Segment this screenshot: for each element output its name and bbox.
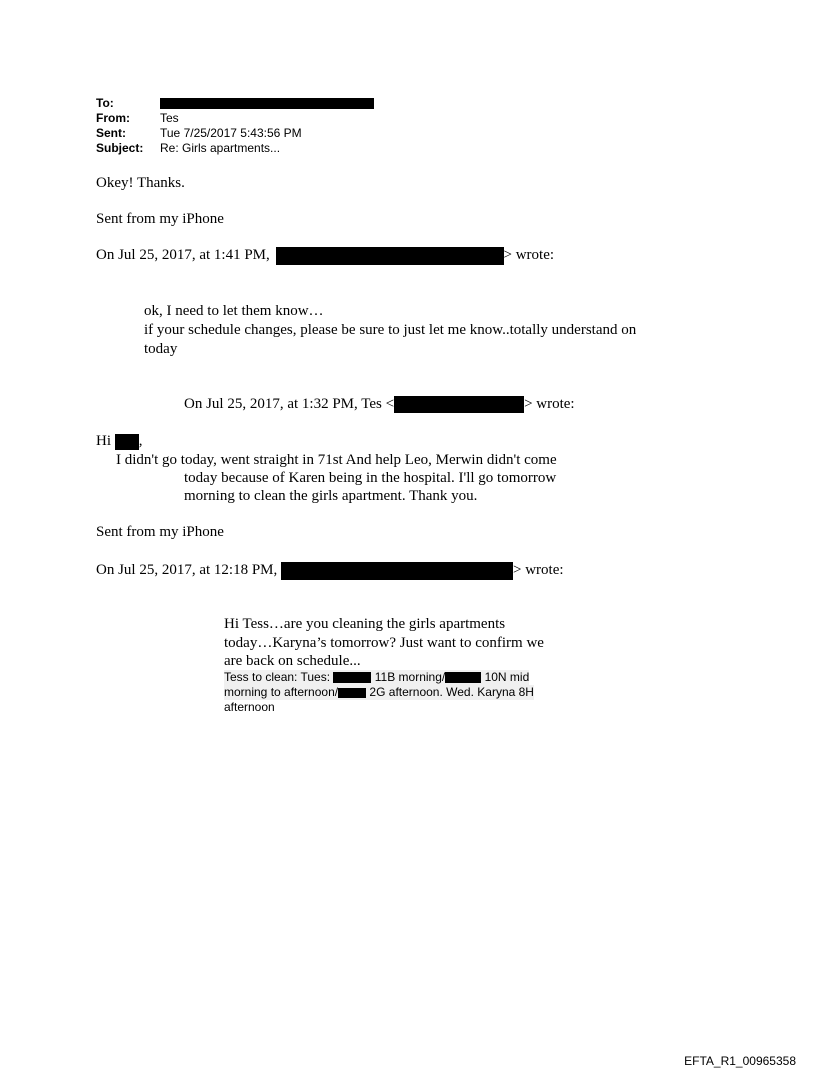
from-value: Tes [160, 111, 179, 125]
schedule-prefix: Tess to clean: Tues: [224, 670, 331, 684]
quote3-attribution-suffix: > wrote: [513, 562, 564, 578]
subject-row [96, 141, 374, 156]
reply-signature: Sent from my iPhone [96, 211, 224, 227]
subject-label: Subject: [96, 141, 144, 155]
sent-value: Tue 7/25/2017 5:43:56 PM [160, 126, 302, 140]
from-label: From: [96, 111, 130, 125]
schedule-line2a: morning to afternoon/ [224, 685, 339, 699]
quote2-attribution [184, 395, 575, 414]
to-label: To: [96, 96, 114, 110]
schedule-line2b: 2G afternoon. Wed. Karyna 8H [369, 685, 534, 699]
quote2-attribution-suffix: > wrote: [524, 396, 575, 412]
sent-label: Sent: [96, 126, 126, 140]
quote2-attribution-prefix: On Jul 25, 2017, at 1:32 PM, Tes < [184, 396, 395, 412]
schedule-seg2: 10N mid [484, 670, 530, 684]
quote2-greeting [96, 432, 143, 451]
redaction-bar [160, 98, 374, 109]
schedule-line: afternoon [224, 700, 275, 714]
quote1-attribution-suffix: > wrote: [503, 247, 555, 263]
quote1-line: today [144, 341, 178, 357]
redaction-bar [394, 396, 524, 413]
quote2-signature: Sent from my iPhone [96, 524, 224, 540]
document-id: EFTA_R1_00965358 [684, 1054, 796, 1068]
schedule-line [224, 685, 534, 700]
subject-value: Re: Girls apartments... [160, 141, 281, 155]
redaction-bar [445, 672, 481, 683]
to-row [96, 96, 374, 111]
redaction-bar [281, 562, 513, 580]
quote3-attribution [96, 561, 564, 580]
quote3-line: Hi Tess…are you cleaning the girls apartments [224, 616, 506, 632]
quote2-line: I didn't go today, went straight in 71st And help Leo, Merwin didn't come [116, 452, 557, 468]
quote3-line: today…Karyna’s tomorrow? Just want to confirm we [224, 635, 544, 651]
sent-row [96, 126, 374, 141]
from-row [96, 111, 374, 126]
greeting-punct: , [138, 433, 143, 449]
quote1-line: ok, I need to let them know… [144, 303, 324, 319]
quote3-attribution-prefix: On Jul 25, 2017, at 12:18 PM, [96, 562, 278, 578]
redaction-bar [333, 672, 371, 683]
quote1-attribution-prefix: On Jul 25, 2017, at 1:41 PM, [96, 247, 270, 263]
email-header [96, 96, 374, 156]
redaction-bar [276, 247, 504, 265]
quote3-line: are back on schedule... [224, 653, 361, 669]
reply-text: Okey! Thanks. [96, 175, 185, 191]
schedule-seg1: 11B morning/ [374, 670, 446, 684]
quote2-line: today because of Karen being in the hospital. I'll go tomorrow [184, 470, 557, 486]
quote1-attribution [96, 246, 554, 265]
redaction-bar [115, 434, 139, 450]
quote1-line: if your schedule changes, please be sure to just let me know..totally understand on [144, 322, 637, 338]
redaction-bar [338, 688, 366, 698]
quote2-line: morning to clean the girls apartment. Thank you. [184, 488, 478, 504]
greeting-text: Hi [96, 433, 111, 449]
schedule-line [224, 670, 529, 685]
